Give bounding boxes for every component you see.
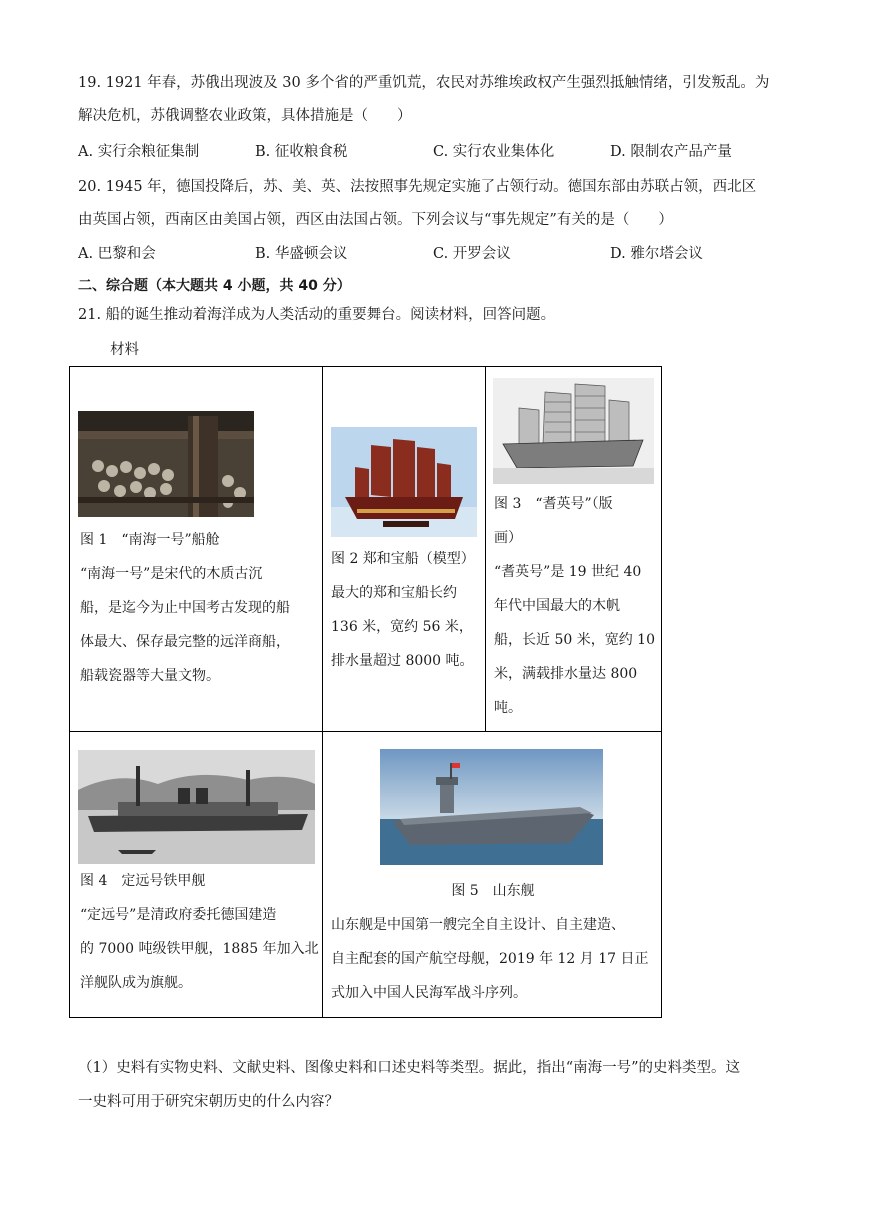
fig2-text-3: 排水量超过 8000 吨。 <box>331 653 474 669</box>
cell-fig1 <box>69 366 323 732</box>
q19-option-a: A. 实行余粮征集制 <box>78 144 200 160</box>
q19-line2: 解决危机，苏俄调整农业政策，具体措施是（ ） <box>78 108 412 124</box>
fig4-text-2: 的 7000 吨级铁甲舰，1885 年加入北 <box>80 941 319 957</box>
fig3-text-2: 年代中国最大的木帆 <box>494 598 620 614</box>
fig3-caption-1: 图 3 “耆英号”（版 <box>494 496 613 512</box>
cell-fig5 <box>322 731 662 1018</box>
fig5-text-1: 山东舰是中国第一艘完全自主设计、自主建造、 <box>331 917 625 933</box>
q21-sub1-line2: 一史料可用于研究宋朝历史的什么内容？ <box>78 1094 339 1110</box>
fig2-caption: 图 2 郑和宝船（模型） <box>331 551 475 567</box>
cell-fig4 <box>69 731 323 1018</box>
q19-option-d: D. 限制农产品产量 <box>610 144 732 160</box>
q20-option-c: C. 开罗会议 <box>433 246 511 262</box>
q21-sub1-line1: （1）史料有实物史料、文献史料、图像史料和口述史料等类型。据此，指出“南海一号”的史料类型。这 <box>78 1060 741 1076</box>
q20-line2: 由英国占领，西南区由美国占领，西区由法国占领。下列会议与“事先规定”有关的是（ ） <box>78 212 673 228</box>
fig5-text-3: 式加入中国人民海军战斗序列。 <box>331 985 527 1001</box>
shandong-carrier-image <box>380 749 603 865</box>
q19-line1: 19. 1921 年春，苏俄出现波及 30 多个省的严重饥荒，农民对苏维埃政权产生强烈抵触情绪，引发叛乱。为 <box>78 75 770 91</box>
treasure-ship-model-image <box>331 427 477 537</box>
fig1-caption: 图 1 “南海一号”船舱 <box>80 532 220 548</box>
fig1-text-1: “南海一号”是宋代的木质古沉 <box>80 566 263 582</box>
fig4-caption: 图 4 定远号铁甲舰 <box>80 873 206 889</box>
cell-fig3 <box>485 366 662 732</box>
q19-option-c: C. 实行农业集体化 <box>433 144 555 160</box>
q20-line1: 20. 1945 年，德国投降后，苏、美、英、法按照事先规定实施了占领行动。德国东部由苏联占领，西北区 <box>78 179 757 195</box>
shipwreck-image <box>78 411 254 517</box>
fig3-text-1: “耆英号”是 19 世纪 40 <box>494 564 642 580</box>
fig1-text-4: 船载瓷器等大量文物。 <box>80 668 220 684</box>
fig5-text-2: 自主配套的国产航空母舰，2019 年 12 月 17 日正 <box>331 951 649 967</box>
material-label: 材料 <box>110 342 139 358</box>
fig3-caption-2: 画） <box>494 530 522 546</box>
fig2-text-1: 最大的郑和宝船长约 <box>331 585 457 601</box>
fig2-text-2: 136 米，宽约 56 米， <box>331 619 473 635</box>
dingyuan-ironclad-photo <box>78 750 315 864</box>
fig5-caption: 图 5 山东舰 <box>451 883 535 899</box>
q19-option-b: B. 征收粮食税 <box>255 144 348 160</box>
q21-stem: 21. 船的诞生推动着海洋成为人类活动的重要舞台。阅读材料，回答问题。 <box>78 307 556 323</box>
fig4-text-1: “定远号”是清政府委托德国建造 <box>80 907 277 923</box>
q20-option-b: B. 华盛顿会议 <box>255 246 348 262</box>
cell-fig2 <box>322 366 486 732</box>
fig3-text-4: 米，满载排水量达 800 <box>494 666 638 682</box>
q20-option-d: D. 雅尔塔会议 <box>610 246 703 262</box>
q20-option-a: A. 巴黎和会 <box>78 246 156 262</box>
fig1-text-3: 体最大、保存最完整的远洋商船， <box>80 634 290 650</box>
keying-junk-engraving-image <box>493 378 654 484</box>
fig3-text-3: 船，长近 50 米，宽约 10 <box>494 632 655 648</box>
q19-options <box>78 142 778 162</box>
fig3-text-5: 吨。 <box>494 700 522 716</box>
fig4-text-3: 洋舰队成为旗舰。 <box>80 975 192 991</box>
section-title: 二、综合题（本大题共 4 小题，共 40 分） <box>78 278 351 294</box>
fig1-text-2: 船，是迄今为止中国考古发现的船 <box>80 600 290 616</box>
q20-options <box>78 244 778 264</box>
